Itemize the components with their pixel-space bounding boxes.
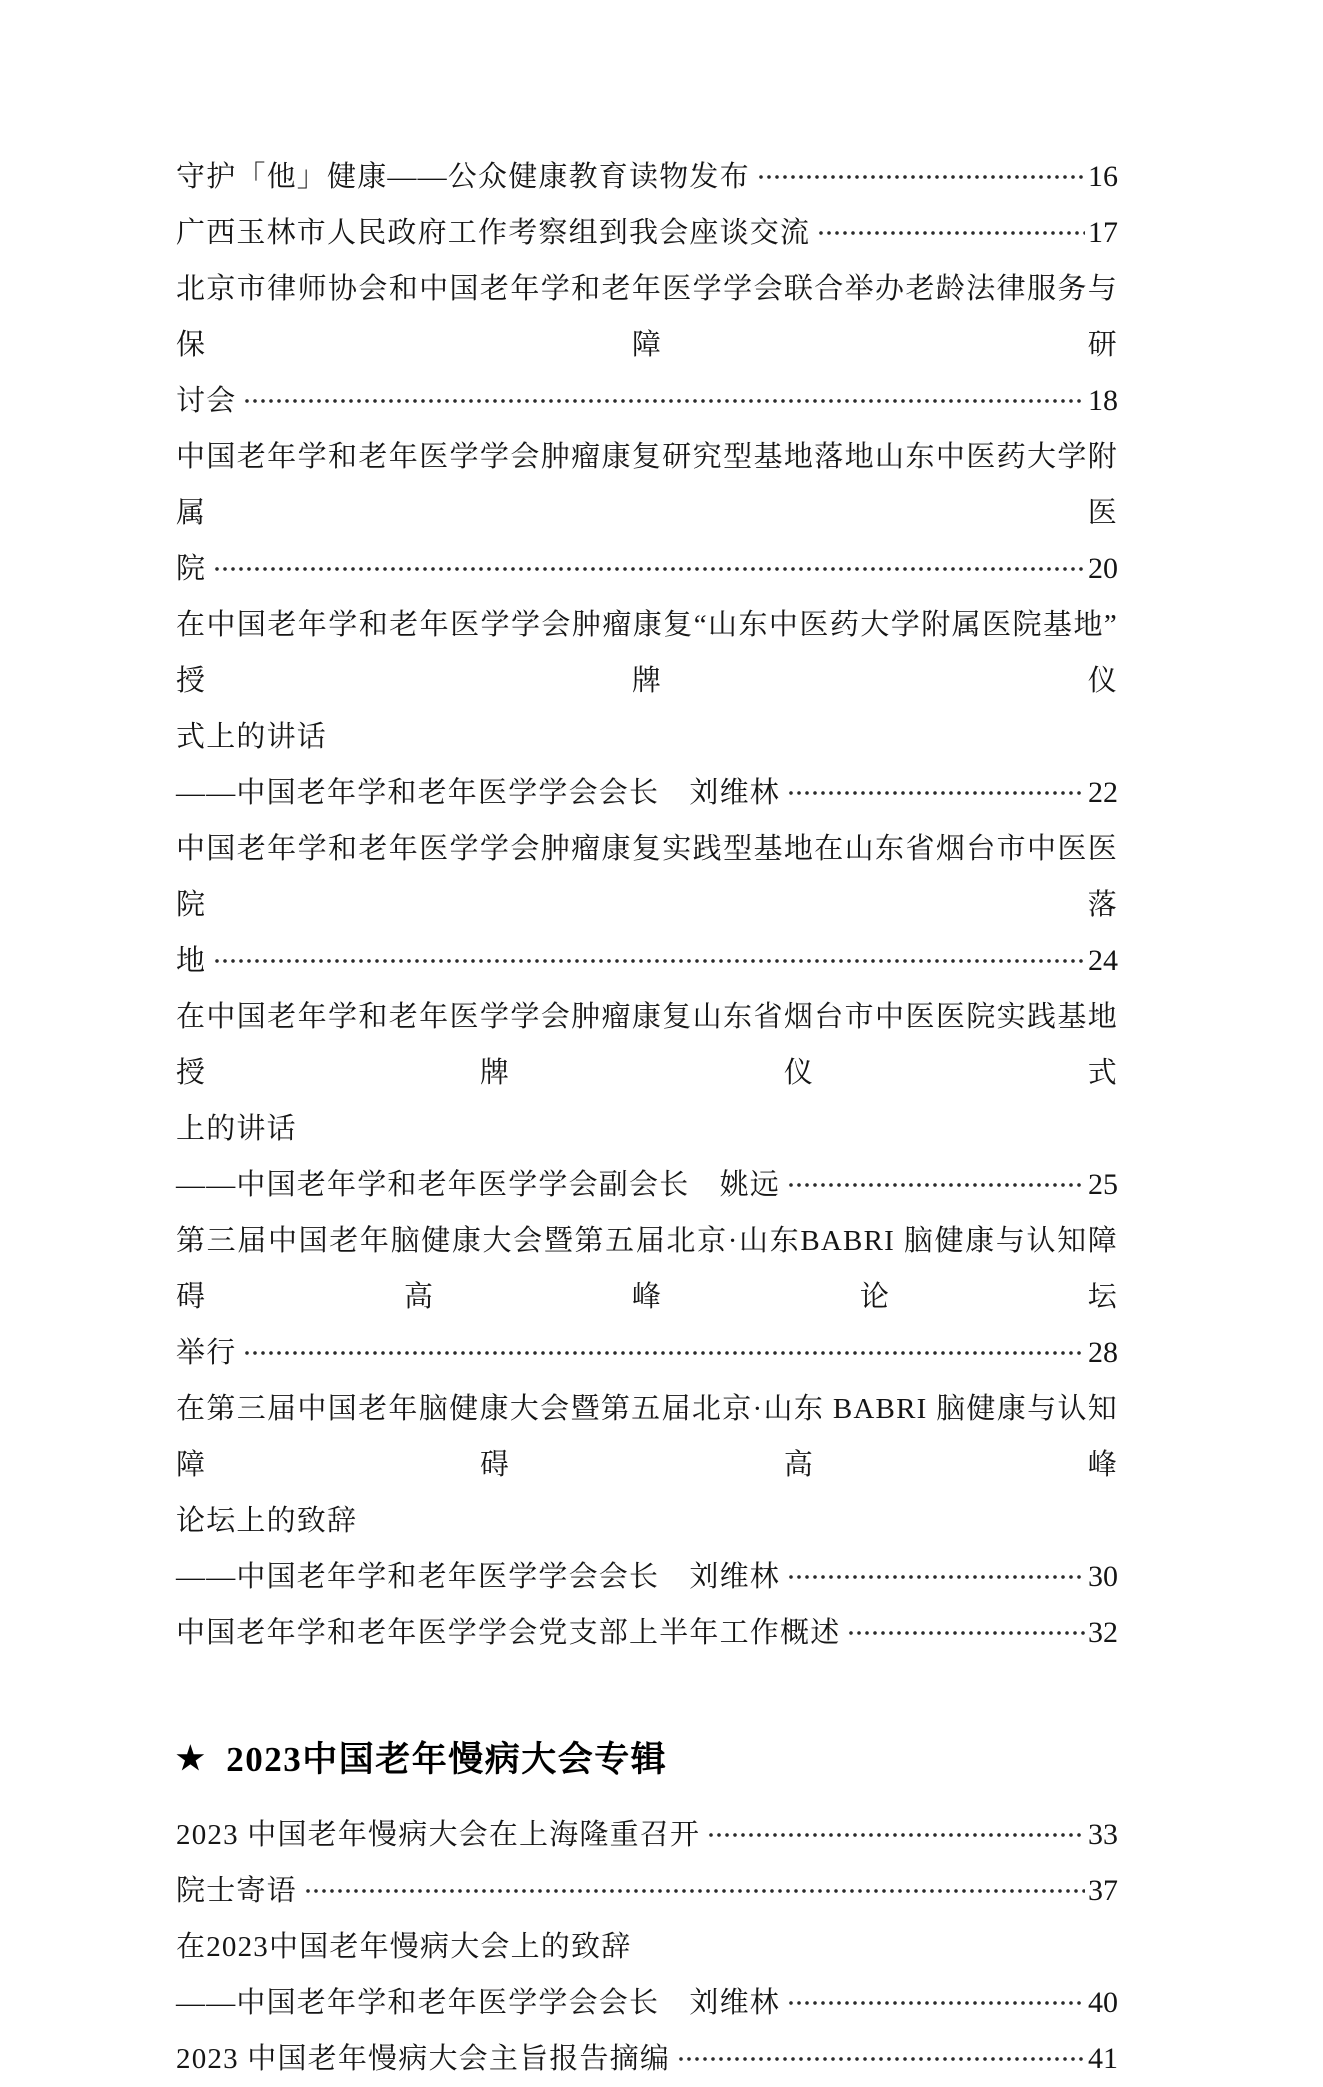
toc-entry-text: 举行 bbox=[176, 1337, 237, 1369]
toc-line bbox=[176, 989, 1118, 1101]
dot-leader bbox=[785, 1157, 1085, 1213]
toc-entry-text: 2023 中国老年慢病大会主旨报告摘编 bbox=[176, 2043, 671, 2075]
toc-line bbox=[176, 1919, 1118, 1975]
toc-entry-text: ——中国老年学和老年医学学会会长 刘维林 bbox=[176, 777, 781, 809]
toc-entry-text: 中国老年学和老年医学学会党支部上半年工作概述 bbox=[176, 1617, 841, 1649]
toc-line bbox=[176, 429, 1118, 541]
toc-line bbox=[176, 205, 1118, 261]
dot-leader bbox=[241, 1325, 1085, 1381]
toc-line bbox=[176, 1325, 1118, 1381]
toc-entry-text: 在中国老年学和老年医学学会肿瘤康复山东省烟台市中医医院实践基地授牌仪式 bbox=[176, 1001, 1118, 1089]
toc-line bbox=[176, 1807, 1118, 1863]
table-of-contents bbox=[176, 149, 1118, 2087]
toc-page-number: 20 bbox=[1088, 552, 1118, 585]
dot-leader bbox=[845, 1605, 1085, 1661]
toc-page-number: 17 bbox=[1088, 216, 1118, 249]
dot-leader bbox=[211, 933, 1085, 989]
toc-line bbox=[176, 373, 1118, 429]
toc-line bbox=[176, 1549, 1118, 1605]
toc-entry-text: 地 bbox=[176, 945, 207, 977]
toc-line bbox=[176, 1863, 1118, 1919]
toc-entry-text: 式上的讲话 bbox=[176, 721, 328, 753]
toc-line bbox=[176, 2031, 1118, 2087]
toc-entry-text: ——中国老年学和老年医学学会副会长 姚远 bbox=[176, 1169, 781, 1201]
toc-entry-text: 在第三届中国老年脑健康大会暨第五届北京·山东 BABRI 脑健康与认知障碍高峰 bbox=[176, 1393, 1118, 1481]
toc-entry-text: 论坛上的致辞 bbox=[176, 1505, 358, 1537]
toc-entry-text: 广西玉林市人民政府工作考察组到我会座谈交流 bbox=[176, 217, 811, 249]
toc-entry-text: 上的讲话 bbox=[176, 1113, 297, 1145]
toc-line bbox=[176, 709, 1118, 765]
toc-page-number: 41 bbox=[1088, 2042, 1118, 2075]
section-heading-title: 2023中国老年慢病大会专辑 bbox=[226, 1740, 668, 1779]
toc-entry-text: 2023 中国老年慢病大会在上海隆重召开 bbox=[176, 1819, 701, 1851]
toc-part2 bbox=[176, 1807, 1118, 2087]
toc-entry-text: 守护「他」健康——公众健康教育读物发布 bbox=[176, 161, 750, 193]
toc-line bbox=[176, 1213, 1118, 1325]
toc-line bbox=[176, 1101, 1118, 1157]
dot-leader bbox=[815, 205, 1085, 261]
dot-leader bbox=[675, 2031, 1085, 2087]
toc-line bbox=[176, 765, 1118, 821]
toc-line bbox=[176, 597, 1118, 709]
toc-page-number: 28 bbox=[1088, 1336, 1118, 1369]
toc-page-number: 40 bbox=[1088, 1986, 1118, 2019]
toc-line bbox=[176, 261, 1118, 373]
dot-leader bbox=[211, 541, 1085, 597]
toc-entry-text: ——中国老年学和老年医学学会会长 刘维林 bbox=[176, 1561, 781, 1593]
toc-entry-text: 在2023中国老年慢病大会上的致辞 bbox=[176, 1931, 632, 1963]
dot-leader bbox=[785, 1549, 1085, 1605]
section-heading bbox=[176, 1725, 1118, 1795]
toc-line bbox=[176, 1157, 1118, 1213]
toc-entry-text: 讨会 bbox=[176, 385, 237, 417]
toc-page-number: 32 bbox=[1088, 1616, 1118, 1649]
toc-line bbox=[176, 1975, 1118, 2031]
toc-entry-text: 院士寄语 bbox=[176, 1875, 297, 1907]
toc-entry-text: 院 bbox=[176, 553, 207, 585]
toc-entry-text: ——中国老年学和老年医学学会会长 刘维林 bbox=[176, 1987, 781, 2019]
dot-leader bbox=[785, 1975, 1085, 2031]
toc-line bbox=[176, 1605, 1118, 1661]
dot-leader bbox=[785, 765, 1085, 821]
dot-leader bbox=[705, 1807, 1085, 1863]
toc-entry-text: 北京市律师协会和中国老年学和老年医学学会联合举办老龄法律服务与保障研 bbox=[176, 273, 1118, 361]
toc-entry-text: 第三届中国老年脑健康大会暨第五届北京·山东BABRI 脑健康与认知障碍高峰论坛 bbox=[176, 1225, 1118, 1313]
dot-leader bbox=[241, 373, 1085, 429]
dot-leader bbox=[755, 149, 1085, 205]
toc-line bbox=[176, 1381, 1118, 1493]
toc-entry-text: 在中国老年学和老年医学学会肿瘤康复“山东中医药大学附属医院基地”授牌仪 bbox=[176, 609, 1118, 697]
toc-line bbox=[176, 1493, 1118, 1549]
toc-page-number: 24 bbox=[1088, 944, 1118, 977]
dot-leader bbox=[302, 1863, 1085, 1919]
toc-page-number: 22 bbox=[1088, 776, 1118, 809]
toc-line bbox=[176, 149, 1118, 205]
toc-entry-text: 中国老年学和老年医学学会肿瘤康复实践型基地在山东省烟台市中医医院落 bbox=[176, 833, 1118, 921]
toc-page-number: 25 bbox=[1088, 1168, 1118, 1201]
toc-page-number: 37 bbox=[1088, 1874, 1118, 1907]
toc-page-number: 18 bbox=[1088, 384, 1118, 417]
toc-page-number: 33 bbox=[1088, 1818, 1118, 1851]
toc-page-number: 16 bbox=[1088, 160, 1118, 193]
toc-line bbox=[176, 933, 1118, 989]
star-icon: ★ bbox=[176, 1740, 207, 1776]
toc-entry-text: 中国老年学和老年医学学会肿瘤康复研究型基地落地山东中医药大学附属医 bbox=[176, 441, 1118, 529]
toc-page-number: 30 bbox=[1088, 1560, 1118, 1593]
toc-line bbox=[176, 821, 1118, 933]
toc-part1 bbox=[176, 149, 1118, 1661]
toc-line bbox=[176, 541, 1118, 597]
